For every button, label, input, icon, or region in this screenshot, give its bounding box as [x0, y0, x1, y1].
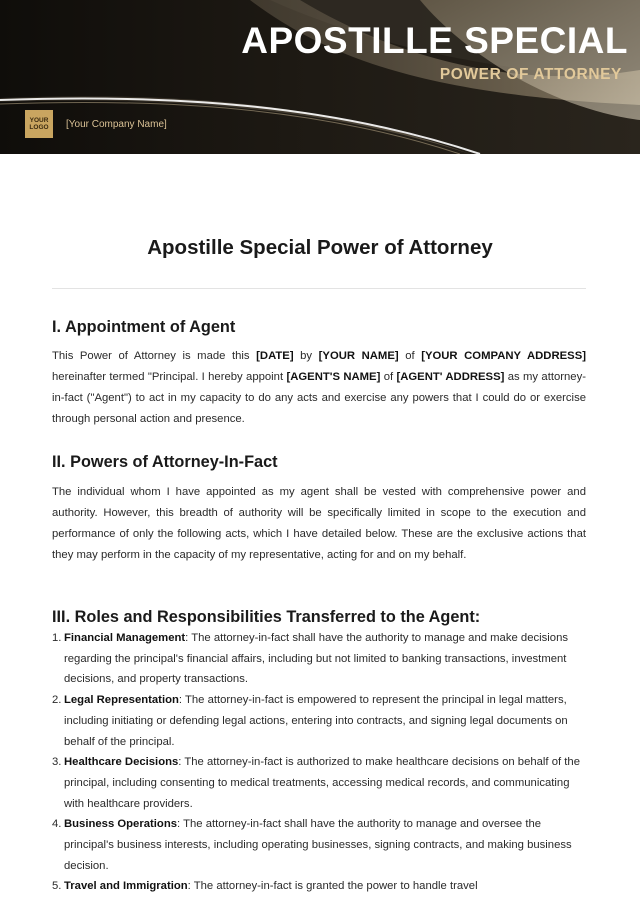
role-term: Business Operations: [64, 818, 178, 831]
header-banner: [0, 0, 640, 154]
logo-line-2: LOGO: [29, 124, 49, 131]
agent-address-placeholder: [AGENT' ADDRESS]: [396, 371, 505, 383]
roles-list: [52, 628, 586, 897]
appointment-text: This Power of Attorney is made this: [52, 350, 257, 362]
appointment-text: hereinafter termed "Principal. I hereby appoint: [52, 371, 287, 383]
date-placeholder: [DATE]: [256, 350, 294, 362]
role-term: Healthcare Decisions: [64, 756, 179, 769]
list-item: [52, 814, 586, 876]
list-item: [52, 876, 586, 897]
company-logo: [25, 110, 53, 138]
appointment-paragraph: [52, 346, 586, 430]
logo-line-1: YOUR: [29, 117, 49, 124]
agent-name-placeholder: [AGENT'S NAME]: [286, 371, 381, 383]
list-number: 2.: [52, 694, 62, 707]
company-address-placeholder: [YOUR COMPANY ADDRESS]: [421, 350, 586, 362]
role-description: : The attorney-in-fact is authorized to make healthcare decisions on behalf of the principal, including consenting to medical treatments, accessing medical records, and communicating with healthcare providers.: [64, 756, 580, 810]
banner-subtitle: POWER OF ATTORNEY: [439, 66, 622, 83]
role-description: : The attorney-in-fact shall have the authority to manage and oversee the principal's business interests, including operating businesses, signing contracts, and making business decision.: [64, 818, 572, 872]
appointment-text: of: [398, 350, 422, 362]
role-term: Financial Management: [64, 632, 186, 644]
role-description: : The attorney-in-fact is empowered to represent the principal in legal matters, including initiating or defending legal actions, entering into contracts, and signing legal documents on behalf of the principal.: [64, 694, 568, 748]
role-term: Travel and Immigration: [64, 880, 188, 893]
list-item: [52, 752, 586, 814]
list-number: 4.: [52, 818, 62, 831]
appointment-text: of: [380, 371, 397, 383]
list-item: [52, 628, 586, 690]
list-number: 1.: [52, 632, 62, 644]
appointment-text: by: [293, 350, 319, 362]
role-description: : The attorney-in-fact is granted the power to handle travel: [187, 880, 478, 893]
list-item: [52, 690, 586, 752]
title-divider: [52, 288, 586, 289]
section-heading-appointment: I. Appointment of Agent: [52, 318, 236, 336]
appointment-text: as my attorney-in-fact ("Agent") to act in my capacity to do any acts and exercise any powers that I could do or exercise through personal action and presence.: [52, 371, 586, 425]
company-name: [Your Company Name]: [66, 119, 167, 130]
document-title: Apostille Special Power of Attorney: [147, 236, 493, 259]
role-description: : The attorney-in-fact shall have the authority to manage and make decisions regarding the principal's financial affairs, including but not limited to banking transactions, investment decisions, and property transactions.: [64, 632, 569, 686]
role-term: Legal Representation: [64, 694, 179, 707]
section-heading-powers: II. Powers of Attorney-In-Fact: [52, 453, 278, 471]
section-heading-roles: III. Roles and Responsibilities Transferred to the Agent:: [52, 608, 481, 626]
principal-name-placeholder: [YOUR NAME]: [318, 350, 399, 362]
banner-title: APOSTILLE SPECIAL: [241, 20, 628, 61]
powers-paragraph: The individual whom I have appointed as my agent shall be vested with comprehensive power and authority. However, this breadth of authority will be specifically limited in scope to the execution and performance of only the following acts, which I have detailed below. These are the exclusive actions that they may perform in the capacity of my representative, acting for and on my behalf.: [52, 486, 586, 561]
list-number: 3.: [52, 756, 62, 769]
list-number: 5.: [52, 880, 62, 893]
